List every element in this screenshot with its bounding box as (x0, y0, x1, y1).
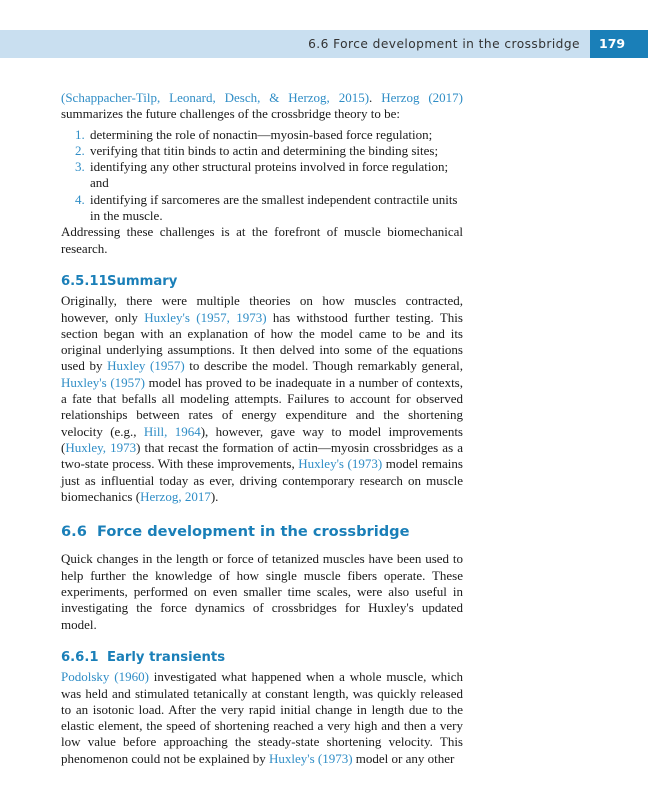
section-number: 6.5.11 (61, 273, 108, 289)
citation-link[interactable]: Herzog (2017) (381, 90, 464, 105)
page-body (61, 90, 463, 767)
early-transients-paragraph: Podolsky (1960) investigated what happened when a whole muscle, which was held and stimulated tetanically at constant length, was quickly released to an isotonic load. After the very rapid initial change in length due to the elastic element, the speed of shortening reached a very high and then a very low value before approaching the steady-state shortening velocity. This phenomenon could not be explained by Huxley's (1973) model or any other (61, 669, 464, 766)
page-number: 179 (590, 30, 648, 58)
challenges-list (61, 127, 463, 225)
list-number: 3. (75, 159, 85, 175)
citation-link[interactable]: Huxley's (1973) (298, 456, 383, 472)
closing-paragraph: Addressing these challenges is at the forefront of muscle biomechanical research. (61, 224, 463, 256)
section-heading-summary (61, 274, 463, 290)
list-item: 4. identifying if sarcomeres are the smallest independent contractile units in the muscle. (75, 191, 458, 224)
list-number: 4. (75, 191, 85, 207)
citation-link[interactable]: (Schappacher-Tilp, Leonard, Desch, & Herzog, 2015) (61, 90, 370, 105)
section-title: Summary (107, 273, 178, 289)
citation-link[interactable]: Herzog, 2017 (140, 488, 211, 504)
section-number: 6.6 (61, 523, 87, 541)
citation-link[interactable]: Huxley's (1957) (61, 374, 146, 390)
citation-link[interactable]: Huxley's (1957, 1973) (144, 309, 267, 325)
list-item: 3. identifying any other structural proteins involved in force regulation; and (75, 159, 449, 191)
citation-link[interactable]: Podolsky (1960) (61, 669, 149, 685)
section-heading-force-development (61, 524, 463, 540)
section-title: Force development in the crossbridge (97, 523, 410, 541)
section-number: 6.6.1 (61, 649, 99, 665)
force-development-paragraph: Quick changes in the length or force of tetanized muscles have been used to help further the knowledge of how single muscle fibers operate. These experiments, performed on even smaller time scales, were also useful in investigating the force dynamics of crossbridges for Huxley's updated model. (61, 551, 463, 632)
citation-link[interactable]: Huxley, 1973 (65, 439, 137, 455)
list-item: 2. verifying that titin binds to actin and determining the binding sites; (75, 142, 439, 158)
citation-link[interactable]: Huxley (1957) (107, 358, 185, 374)
citation-link[interactable]: Hill, 1964 (143, 423, 201, 439)
list-number: 1. (75, 126, 85, 142)
section-heading-early-transients (61, 650, 463, 666)
running-title: 6.6 Force development in the crossbridge (308, 37, 580, 51)
running-header (0, 30, 590, 58)
list-item: 1. determining the role of nonactin—myosin-based force regulation; (75, 126, 433, 142)
list-number: 2. (75, 142, 85, 158)
citation-link[interactable]: Huxley's (1973) (268, 750, 353, 766)
section-title: Early transients (107, 649, 226, 665)
intro-paragraph: (Schappacher-Tilp, Leonard, Desch, & Herzog, 2015). Herzog (2017) summarizes the future challenges of the crossbridge theory to be: (61, 90, 464, 122)
summary-paragraph: Originally, there were multiple theories on how muscles contracted, however, only Huxley's (1957, 1973) has withstood further testing. This section began with an explanation of how the model came to be and its original underlying assumptions. It then delved into some of the equations used by Huxley (1957) to describe the model. Though remarkably general, Huxley's (1957) model has proved to be inadequate in a number of contexts, a fate that befalls all modeling attempts. Failures to account for observed relationships between rates of energy expenditure and the shortening velocity (e.g., Hill, 1964), however, gave way to model improvements (Huxley, 1973) that recast the formation of actin—myosin crossbridges as a two-state process. With these improvements, Huxley's (1973) model remains just as influential today as ever, driving contemporary research on muscle biomechanics (Herzog, 2017). (61, 293, 463, 504)
